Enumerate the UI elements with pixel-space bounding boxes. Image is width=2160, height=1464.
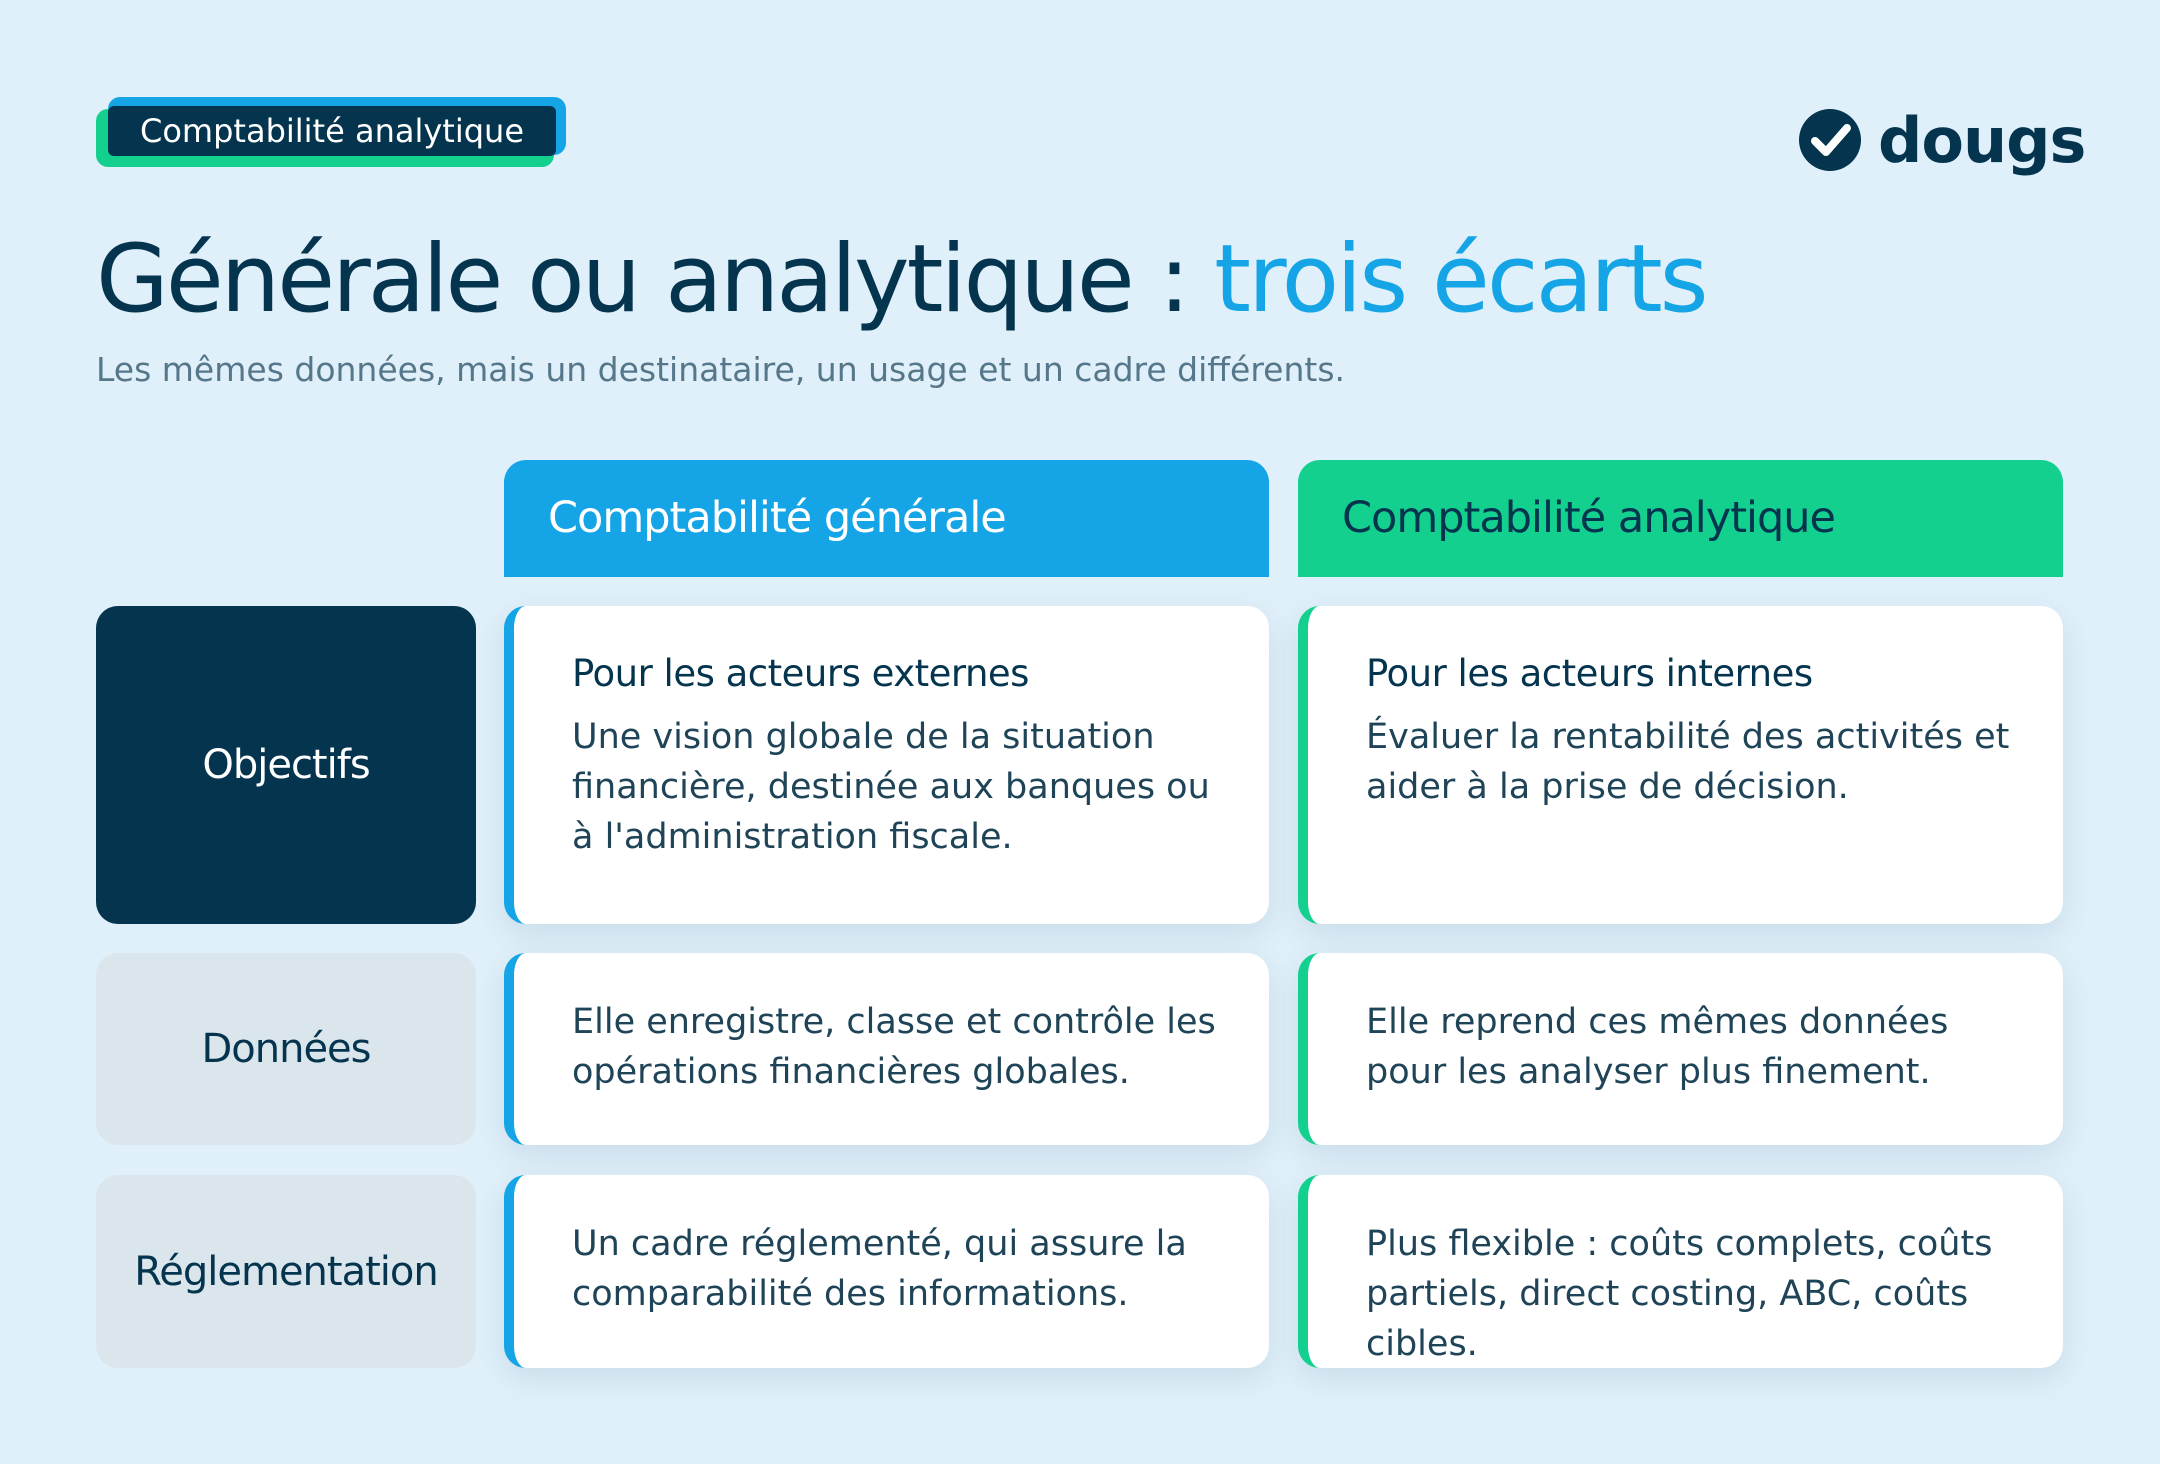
card-text: Évaluer la rentabilité des activités et aider à la prise de décision. xyxy=(1366,717,2010,807)
title-main: Générale ou analytique : xyxy=(96,225,1215,334)
row-label-reglementation: Réglementation xyxy=(96,1175,476,1368)
card-text: Plus flexible : coûts complets, coûts partiels, direct costing, ABC, coûts cibles. xyxy=(1366,1224,1993,1364)
row-label-objectifs: Objectifs xyxy=(96,606,476,924)
card-title: Pour les acteurs internes xyxy=(1366,652,1813,695)
card-donnees-analytique xyxy=(1298,953,2063,1145)
card-text: Un cadre réglementé, qui assure la comparabilité des informations. xyxy=(572,1224,1187,1314)
page-subtitle: Les mêmes données, mais un destinataire, un usage et un cadre différents. xyxy=(96,350,1346,389)
page-title xyxy=(96,225,1706,334)
badge-label: Comptabilité analytique xyxy=(108,106,556,156)
card-text: Elle reprend ces mêmes données pour les analyser plus finement. xyxy=(1366,1002,1949,1092)
column-header-generale: Comptabilité générale xyxy=(504,460,1269,577)
logo-text: dougs xyxy=(1878,103,2086,177)
card-text: Elle enregistre, classe et contrôle les opérations financières globales. xyxy=(572,1002,1216,1092)
row-label-donnees: Données xyxy=(96,953,476,1145)
card-donnees-generale xyxy=(504,953,1269,1145)
card-reglementation-analytique xyxy=(1298,1175,2063,1368)
card-reglementation-generale xyxy=(504,1175,1269,1368)
title-accent: trois écarts xyxy=(1214,225,1706,334)
card-objectifs-analytique xyxy=(1298,606,2063,924)
category-badge xyxy=(96,97,570,171)
card-text: Une vision globale de la situation financière, destinée aux banques ou à l'administration fiscale. xyxy=(572,717,1210,857)
card-title: Pour les acteurs externes xyxy=(572,652,1029,695)
card-objectifs-generale xyxy=(504,606,1269,924)
column-header-analytique: Comptabilité analytique xyxy=(1298,460,2063,577)
dougs-logo xyxy=(1798,100,2085,180)
check-circle-icon xyxy=(1798,108,1862,172)
